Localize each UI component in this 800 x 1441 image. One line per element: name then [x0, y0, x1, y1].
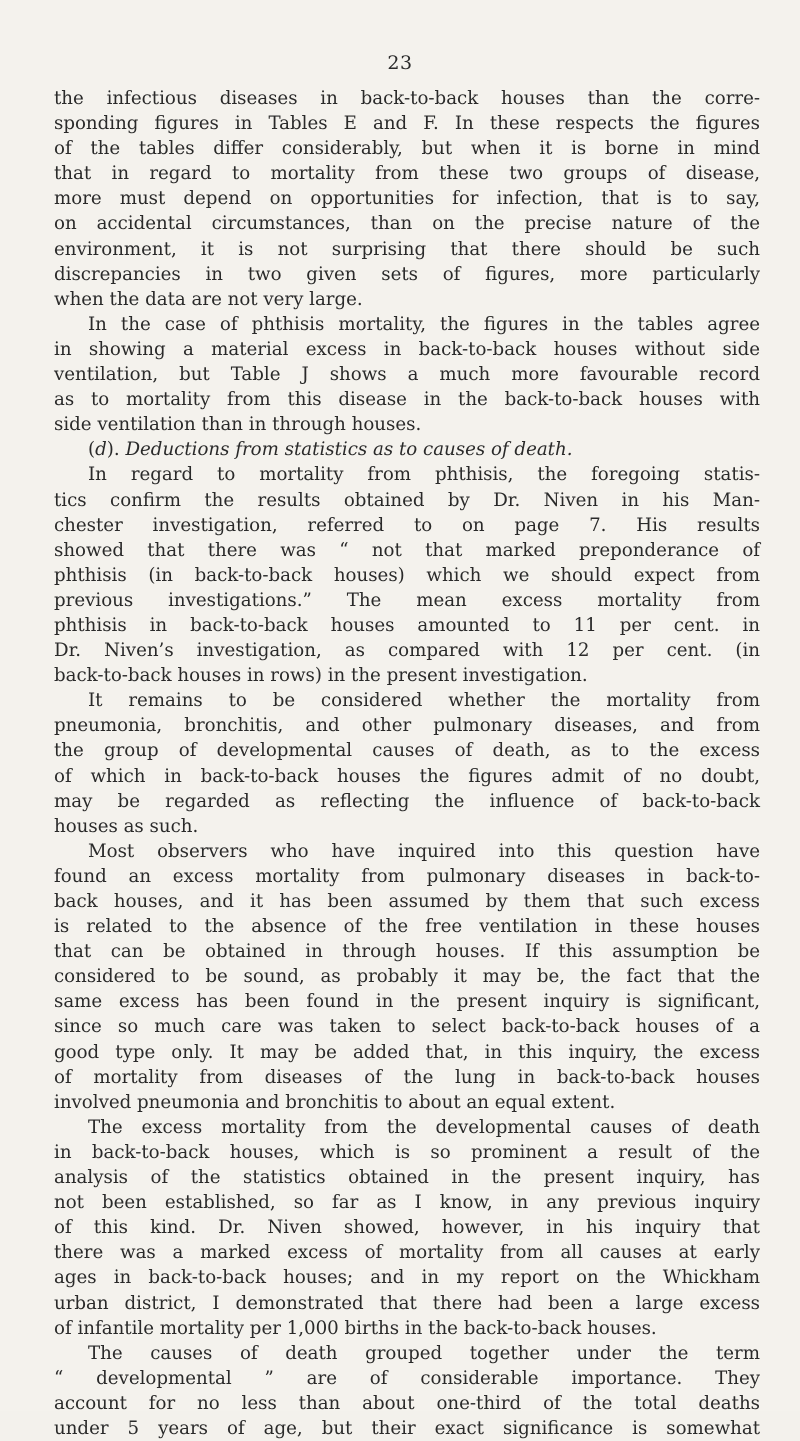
text-line: in showing a material excess in back-to-back houses without side	[54, 338, 760, 360]
section-title: Deductions from statistics as to causes of death.	[125, 439, 573, 461]
text-line: when the data are not very large.	[54, 288, 363, 310]
text-line: Dr. Niven’s investigation, as compared with 12 per cent. (in	[54, 640, 760, 662]
page-number: 23	[387, 52, 413, 74]
text-line: The excess mortality from the developmental causes of death	[88, 1116, 760, 1138]
text-line: The causes of death grouped together under the term	[88, 1342, 760, 1364]
text-line: considered to be sound, as probably it may be, the fact that the	[54, 966, 760, 988]
text-line: pneumonia, bronchitis, and other pulmonary diseases, and from	[54, 715, 760, 737]
section-label-open: (	[88, 439, 96, 461]
text-line: there was a marked excess of mortality from all causes at early	[54, 1242, 760, 1264]
text-line: of the tables differ considerably, but when it is borne in mind	[54, 138, 760, 160]
text-line: analysis of the statistics obtained in the present inquiry, has	[54, 1167, 760, 1189]
text-line: In the case of phthisis mortality, the figures in the tables agree	[88, 313, 760, 335]
text-line: “ developmental ” are of considerable importance. They	[54, 1367, 760, 1389]
paragraph-phthisis-mortality	[54, 312, 760, 437]
text-line: phthisis (in back-to-back houses) which we should expect from	[54, 564, 760, 586]
text-line: the group of developmental causes of death, as to the excess	[54, 740, 760, 762]
text-line: may be regarded as reflecting the influence of back-to-back	[54, 790, 760, 812]
paragraph-developmental-causes	[54, 1115, 760, 1441]
text-line: environment, it is not surprising that there should be such	[54, 238, 760, 260]
text-line: discrepancies in two given sets of figures, more particularly	[54, 263, 760, 285]
text-line: It remains to be considered whether the mortality from	[88, 690, 760, 712]
text-line: of mortality from diseases of the lung in back-to-back houses	[54, 1066, 760, 1088]
text-line: of infantile mortality per 1,000 births in the back-to-back houses.	[54, 1317, 657, 1339]
text-line: chester investigation, referred to on page 7. His results	[54, 514, 760, 536]
text-line: more must depend on opportunities for infection, that is to say,	[54, 188, 760, 210]
text-line: same excess has been found in the present inquiry is significant,	[54, 991, 760, 1013]
text-line: since so much care was taken to select back-to-back houses of a	[54, 1016, 760, 1038]
text-line: urban district, I demonstrated that there had been a large excess	[54, 1292, 760, 1314]
text-line: previous investigations.” The mean excess mortality from	[54, 589, 760, 611]
paragraph-infectious-diseases	[54, 86, 760, 312]
text-line: showed that there was “ not that marked preponderance of	[54, 539, 760, 561]
text-line: Most observers who have inquired into this question have	[88, 840, 760, 862]
text-line: that can be obtained in through houses. If this assumption be	[54, 941, 760, 963]
text-line: found an excess mortality from pulmonary diseases in back-to-	[54, 865, 760, 887]
text-line: ventilation, but Table J shows a much more favourable record	[54, 364, 760, 386]
text-line: that in regard to mortality from these two groups of disease,	[54, 163, 760, 185]
text-line: the infectious diseases in back-to-back houses than the corre-	[54, 88, 760, 109]
text-line: of which in back-to-back houses the figures admit of no doubt,	[54, 765, 760, 787]
text-line: under 5 years of age, but their exact significance is somewhat	[54, 1417, 760, 1439]
text-line: in back-to-back houses, which is so prominent a result of the	[54, 1141, 760, 1163]
paragraph-pulmonary-diseases	[54, 839, 760, 1115]
text-line: houses as such.	[54, 815, 199, 837]
text-line: involved pneumonia and bronchitis to about an equal extent.	[54, 1091, 616, 1113]
text-line: good type only. It may be added that, in this inquiry, the excess	[54, 1041, 760, 1063]
text-line: back houses, and it has been assumed by them that such excess	[54, 891, 760, 912]
text-line: back-to-back houses in rows) in the present investigation.	[54, 665, 588, 687]
text-line: side ventilation than in through houses.	[54, 414, 422, 436]
paragraph-deductions	[54, 462, 760, 838]
text-line: is related to the absence of the free ventilation in these houses	[54, 916, 760, 938]
text-line: as to mortality from this disease in the back-to-back houses with	[54, 389, 760, 411]
section-heading	[54, 437, 760, 462]
text-line: In regard to mortality from phthisis, the foregoing statis-	[88, 464, 760, 486]
text-line: sponding figures in Tables E and F. In these respects the figures	[54, 113, 760, 135]
section-label-close: ).	[106, 439, 120, 461]
body-text	[54, 86, 760, 1441]
text-line: phthisis in back-to-back houses amounted to 11 per cent. in	[54, 614, 760, 636]
text-line: on accidental circumstances, than on the precise nature of the	[54, 213, 760, 235]
text-line: of this kind. Dr. Niven showed, however, in his inquiry that	[54, 1217, 760, 1239]
text-line: account for no less than about one-third of the total deaths	[54, 1392, 760, 1414]
section-label-letter: d	[95, 439, 107, 461]
text-line: ages in back-to-back houses; and in my report on the Whickham	[54, 1267, 760, 1289]
text-line: not been established, so far as I know, in any previous inquiry	[54, 1192, 760, 1214]
text-line: tics confirm the results obtained by Dr. Niven in his Man-	[54, 489, 760, 511]
